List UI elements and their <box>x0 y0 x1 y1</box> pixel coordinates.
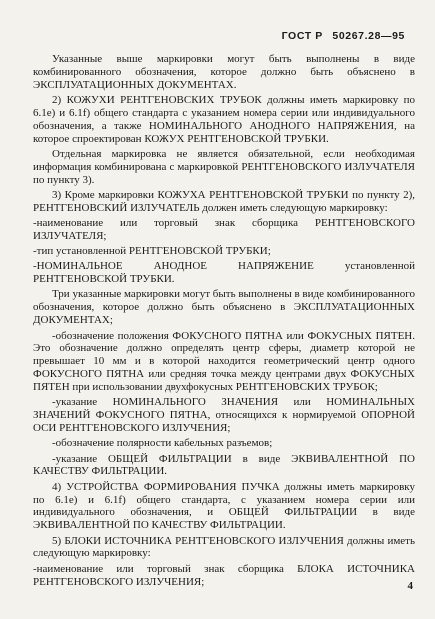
list-item: -указание НОМИНАЛЬНОГО ЗНАЧЕНИЯ или НОМИНАЛЬНЫХ ЗНАЧЕНИЙ ФОКУСНОГО ПЯТНА, относящихся к нормируемой ОПОРНОЙ ОСИ РЕНТГЕНОВСКОГО ИЗЛУЧЕНИЯ; <box>33 396 415 435</box>
standard-label: ГОСТ Р <box>281 30 323 42</box>
list-item: -НОМИНАЛЬНОЕ АНОДНОЕ НАПРЯЖЕНИЕ установленной РЕНТГЕНОВСКОЙ ТРУБКИ. <box>33 260 415 286</box>
list-item: -тип установленной РЕНТГЕНОВСКОЙ ТРУБКИ; <box>33 245 271 258</box>
paragraph: 2) КОЖУХИ РЕНТГЕНОВСКИХ ТРУБОК должны иметь маркировку по 6.1е) и 6.1f) общего стандарта с указанием номера серии или индивидуального обозначения, а также НОМИНАЛЬНОГО АНОДНОГО НАПРЯЖЕНИЯ, на которое спроектирован КОЖУХ РЕНТГЕНОВСКОЙ ТРУБКИ. <box>33 94 415 145</box>
paragraph: Отдельная маркировка не является обязательной, если необходимая информация комбинирована с маркировкой РЕНТГЕНОВСКОГО ИЗЛУЧАТЕЛЯ по пункту 3). <box>33 147 415 186</box>
paragraph: 3) Кроме маркировки КОЖУХА РЕНТГЕНОВСКОЙ ТРУБКИ по пункту 2), РЕНТГЕНОВСКИЙ ИЗЛУЧАТЕЛЬ должен иметь следующую маркировку: <box>33 188 415 214</box>
paragraph: 5) БЛОКИ ИСТОЧНИКА РЕНТГЕНОВСКОГО ИЗЛУЧЕНИЯ должны иметь следующую маркировку: <box>33 534 415 560</box>
list-item: -обозначение положения ФОКУСНОГО ПЯТНА или ФОКУСНЫХ ПЯТЕН. Это обозначение должно определять центр сферы, диаметр которой не превышает 10 мм и в которой находится геометрический центр одного ФОКУСНОГО ПЯТНА или средняя точка между центрами двух ФОКУСНЫХ ПЯТЕН при использовании двухфокусных РЕНТГЕНОВСКИХ ТРУБОК; <box>33 329 415 394</box>
page-header <box>282 30 405 42</box>
document-body <box>33 53 415 591</box>
paragraph: 4) УСТРОЙСТВА ФОРМИРОВАНИЯ ПУЧКА должны иметь маркировку по 6.1е) и 6.1f) общего стандарта, с указанием номера серии или индивидуального обозначения, и ОБЩЕЙ ФИЛЬТРАЦИИ в виде ЭКВИВАЛЕНТНОЙ ПО КАЧЕСТВУ ФИЛЬТРАЦИИ. <box>33 480 415 532</box>
paragraph: Три указанные маркировки могут быть выполнены в виде комбинированного обозначения, которое должно быть объяснено в ЭКСПЛУАТАЦИОННЫХ ДОКУМЕНТАХ; <box>33 288 415 327</box>
standard-number: 50267.28—95 <box>332 30 405 42</box>
list-item: -наименование или торговый знак сборщика БЛОКА ИСТОЧНИКА РЕНТГЕНОВСКОГО ИЗЛУЧЕНИЯ; <box>33 562 415 588</box>
list-item: -обозначение полярности кабельных разъемов; <box>52 437 273 450</box>
paragraph: Указанные выше маркировки могут быть выполнены в виде комбинированного обозначения, которое должно быть объяснено в ЭКСПЛУАТАЦИОННЫХ ДОКУМЕНТАХ. <box>33 53 415 91</box>
list-item: -указание ОБЩЕЙ ФИЛЬТРАЦИИ в виде ЭКВИВАЛЕНТНОЙ ПО КАЧЕСТВУ ФИЛЬТРАЦИИ. <box>33 452 415 478</box>
page-number: 4 <box>407 580 413 592</box>
list-item: -наименование или торговый знак сборщика РЕНТГЕНОВСКОГО ИЗЛУЧАТЕЛЯ; <box>33 217 415 242</box>
